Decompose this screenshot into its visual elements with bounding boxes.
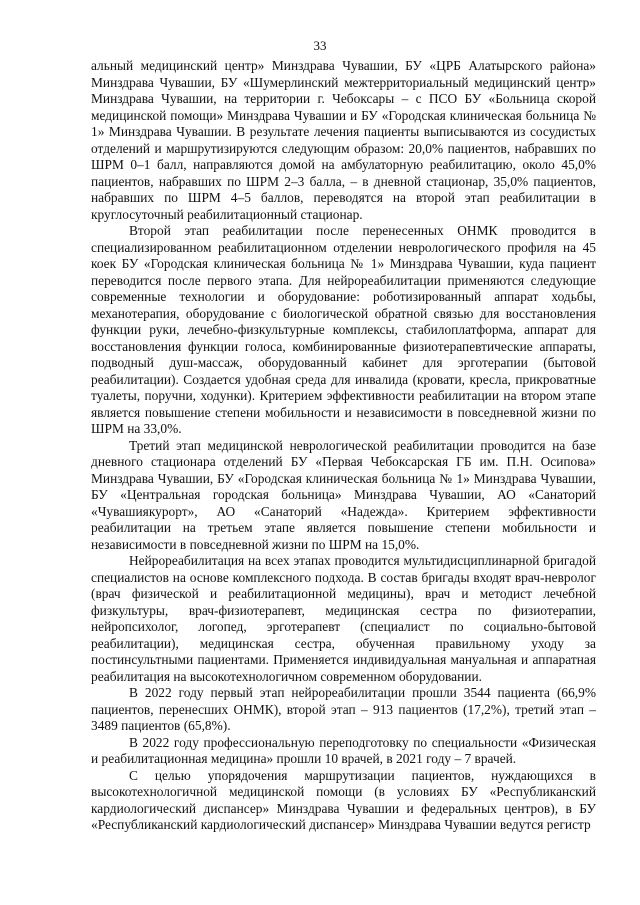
paragraph-team: Нейрореабилитация на всех этапах проводится мультидисциплинарной бригадой специалистов на основе комплексного подхода. В состав бригады входят врач-невролог (врач физической и реабилитационной медицины), врач и методист лечебной физкультуры, врач-физиотерапевт, медицинская сестра по физиотерапии, нейропсихолог, логопед, эрготерапевт (специалист по социально-бытовой реабилитации), медицинская сестра, обученная правильному уходу за постинсультными пациентами. Применяется индивидуальная мануальная и аппаратная реабилитация на высокотехнологичном современном оборудовании. — [91, 553, 596, 684]
paragraph-routing: С целью упорядочения маршрутизации пациентов, нуждающихся в высокотехнологичной медицинской помощи (в условиях БУ «Республиканский кардиологический диспансер» Минздрава Чувашии и федеральных центров), в БУ «Республиканский кардиологический диспансер» Минздрава Чувашии ведутся регистр — [91, 767, 596, 832]
paragraph-training: В 2022 году профессиональную переподготовку по специальности «Физическая и реабилитационная медицина» прошли 10 врачей, в 2021 году – 7 врачей. — [91, 734, 596, 766]
paragraph-2022-stats: В 2022 году первый этап нейрореабилитации прошли 3544 пациента (66,9% пациентов, перенесших ОНМК), второй этап – 913 пациентов (17,2%), третий этап – 3489 пациентов (65,8%). — [91, 685, 596, 733]
page-number: 33 — [313, 38, 327, 53]
paragraph-third-stage: Третий этап медицинской неврологической реабилитации проводится на базе дневного стационара отделений БУ «Первая Чебоксарская ГБ им. П.Н. Осипова» Минздрава Чувашии, БУ «Городская клиническая больница № 1» Минздрава Чувашии, БУ «Центральная городская больница» Минздрава Чувашии, АО «Санаторий «Чувашиякурорт», АО «Санаторий «Надежда». Критерием эффективности реабилитации на третьем этапе является повышение степени мобильности и независимости в повседневной жизни по ШРМ на 15,0%. — [91, 437, 596, 552]
paragraph-second-stage: Второй этап реабилитации после перенесенных ОНМК проводится в специализированном реабилитационном отделении неврологического профиля на 45 коек БУ «Городская клиническая больница № 1» Минздрава Чувашии, куда пациент переводится после первого этапа. Для нейрореабилитации применяются следующие современные технологии и оборудование: роботизированный аппарат ходьбы, механотерапия, оборудование с биологической обратной связью для восстановления функции руки, лечебно-физкультурные комплексы, стабилоплатформа, аппарат для восстановления функции голоса, комбинированные физиотерапевтические аппараты, подводный душ-массаж, оборудованный кабинет для эрготерапии (бытовой реабилитации). Создается удобная среда для инвалида (кровати, кресла, прикроватные туалеты, поручни, ходунки). Критерием эффективности реабилитации на втором этапе является повышение степени мобильности и независимости в повседневной жизни по ШРМ на 33,0%. — [91, 223, 596, 436]
page-body — [91, 58, 596, 834]
paragraph-continuation: альный медицинский центр» Минздрава Чувашии, БУ «ЦРБ Алатырского района» Минздрава Чувашии, БУ «Шумерлинский межтерриториальный медицинский центр» Минздрава Чувашии, на территории г. Чебоксары – с ПСО БУ «Больница скорой медицинской помощи» Минздрава Чувашии и БУ «Городская клиническая больница № 1» Минздрава Чувашии. В результате лечения пациенты выписываются из сосудистых отделений и маршрутизируются следующим образом: 20,0% пациентов, набравших по ШРМ 0–1 балл, направляются домой на амбулаторную реабилитацию, около 45,0% пациентов, набравших по ШРМ 2–3 балла, – в дневной стационар, 35,0% пациентов, набравших по ШРМ 4–5 баллов, переводятся на второй этап реабилитации в круглосуточный реабилитационный стационар. — [91, 58, 596, 222]
